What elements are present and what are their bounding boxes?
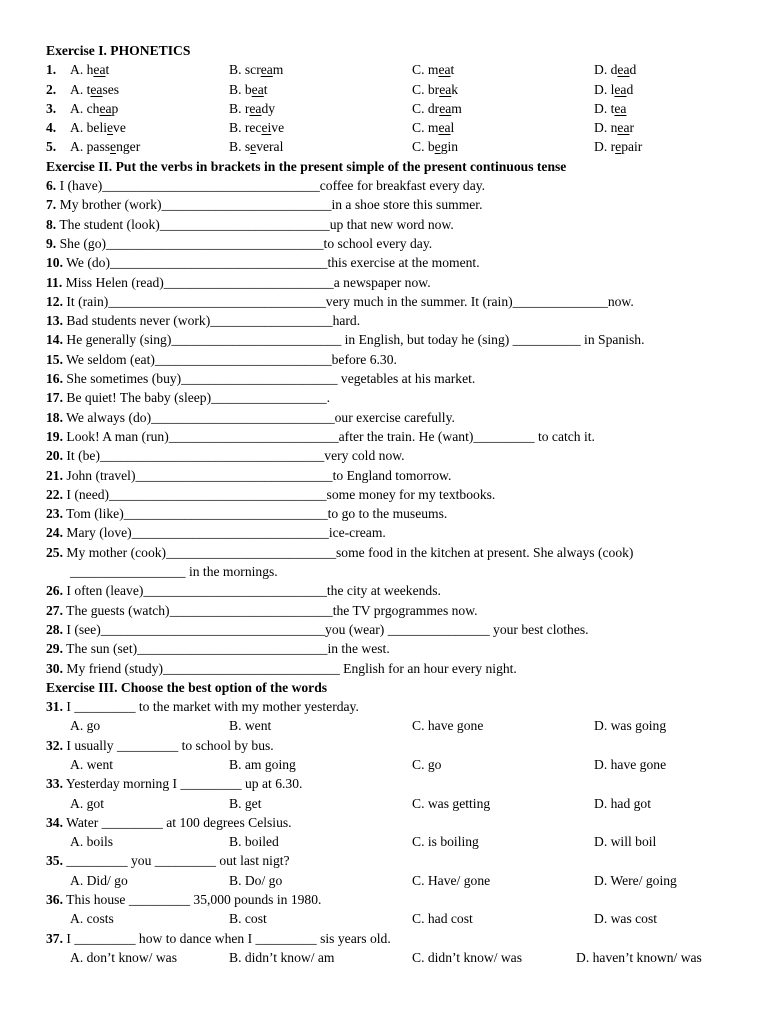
option-d[interactable]: D. have gone bbox=[594, 756, 667, 772]
choice-options bbox=[46, 948, 736, 967]
question-text: _________ you _________ out last nigt? bbox=[66, 853, 290, 869]
option-text-after: k bbox=[451, 81, 459, 97]
verb-question bbox=[46, 330, 736, 349]
option-text-before: D. t bbox=[594, 100, 615, 116]
question-text: Yesterday morning I _________ up at 6.30. bbox=[65, 776, 303, 792]
option-text-after: m bbox=[272, 62, 284, 78]
underlined-sound: ei bbox=[261, 120, 272, 136]
question-text: Mary (love)_____________________________ice-cream. bbox=[66, 525, 386, 541]
verb-question bbox=[46, 485, 736, 504]
option-text-before: D. n bbox=[594, 120, 618, 136]
question-number: 8. bbox=[46, 216, 57, 232]
choice-question bbox=[46, 697, 736, 716]
question-text: Bad students never (work)__________________hard. bbox=[66, 313, 361, 329]
question-number: 22. bbox=[46, 486, 63, 502]
option-text-before: A. t bbox=[70, 81, 91, 97]
option-text-after: pair bbox=[621, 139, 643, 155]
choice-options bbox=[46, 794, 736, 813]
choice-options bbox=[46, 832, 736, 851]
question-number: 28. bbox=[46, 621, 63, 637]
underlined-sound: ea bbox=[614, 100, 627, 116]
option-d[interactable] bbox=[594, 118, 634, 137]
verb-question bbox=[46, 195, 736, 214]
option-c[interactable] bbox=[412, 99, 462, 118]
underlined-sound: ea bbox=[99, 100, 112, 116]
underlined-sound: ea bbox=[251, 81, 264, 97]
question-number: 23. bbox=[46, 506, 63, 522]
verb-question bbox=[46, 446, 736, 465]
option-a[interactable]: A. don’t know/ was bbox=[70, 949, 177, 965]
option-b[interactable]: B. cost bbox=[229, 911, 267, 927]
option-text-before: A. ch bbox=[70, 100, 100, 116]
option-a[interactable]: A. boils bbox=[70, 834, 114, 850]
option-c[interactable]: C. Have/ gone bbox=[412, 872, 491, 888]
choice-options bbox=[46, 909, 736, 928]
verb-question bbox=[46, 601, 736, 620]
question-number: 19. bbox=[46, 428, 63, 444]
option-text-before: B. r bbox=[229, 100, 250, 116]
verb-question bbox=[46, 639, 736, 658]
question-number: 25. bbox=[46, 544, 63, 560]
question-number: 2. bbox=[46, 81, 57, 97]
question-number: 16. bbox=[46, 371, 63, 387]
question-number: 18. bbox=[46, 409, 63, 425]
option-a[interactable]: A. go bbox=[70, 718, 101, 734]
option-a[interactable]: A. got bbox=[70, 795, 104, 811]
question-number: 7. bbox=[46, 197, 57, 213]
option-text-before: D. r bbox=[594, 139, 616, 155]
question-text: Tom (like)______________________________to go to the museums. bbox=[66, 506, 448, 522]
question-number: 11. bbox=[46, 274, 63, 290]
verb-question bbox=[46, 523, 736, 542]
exercise-3-title: Exercise III. Choose the best option of the words bbox=[46, 679, 328, 695]
phonetics-question bbox=[46, 118, 736, 137]
question-number: 4. bbox=[46, 120, 57, 136]
question-text: My friend (study)__________________________ English for an hour every night. bbox=[66, 660, 517, 676]
underlined-sound: ea bbox=[93, 62, 106, 78]
question-text: I usually _________ to school by bus. bbox=[66, 737, 274, 753]
verb-question bbox=[46, 408, 736, 427]
question-number: 32. bbox=[46, 737, 63, 753]
option-a[interactable]: A. costs bbox=[70, 911, 114, 927]
question-text: My mother (cook)_________________________some food in the kitchen at present. She always (cook) bbox=[66, 544, 634, 560]
question-number: 26. bbox=[46, 583, 63, 599]
verb-question bbox=[46, 292, 736, 311]
option-d[interactable] bbox=[594, 99, 626, 118]
underlined-sound: e bbox=[110, 139, 117, 155]
question-text: This house _________ 35,000 pounds in 1980. bbox=[66, 892, 322, 908]
question-number: 9. bbox=[46, 235, 57, 251]
worksheet bbox=[46, 41, 736, 967]
option-b[interactable] bbox=[229, 137, 283, 156]
option-b[interactable]: B. Do/ go bbox=[229, 872, 283, 888]
verb-question bbox=[46, 273, 736, 292]
question-text: My brother (work)_________________________in a shoe store this summer. bbox=[59, 197, 483, 213]
underlined-sound: ea bbox=[249, 100, 262, 116]
option-a[interactable]: A. went bbox=[70, 756, 114, 772]
question-text: I _________ how to dance when I _________ sis years old. bbox=[66, 930, 391, 946]
question-text: The guests (watch)________________________the TV prgogrammes now. bbox=[66, 602, 478, 618]
underlined-sound: ea bbox=[614, 81, 627, 97]
option-text-before: A. h bbox=[70, 62, 94, 78]
underlined-sound: ea bbox=[439, 81, 452, 97]
option-d[interactable] bbox=[594, 80, 633, 99]
question-number: 6. bbox=[46, 178, 57, 194]
phonetics-question bbox=[46, 60, 736, 79]
question-text: I (need)________________________________some money for my textbooks. bbox=[66, 486, 496, 502]
verb-question bbox=[46, 176, 736, 195]
option-d[interactable]: D. had got bbox=[594, 795, 652, 811]
question-text: Water _________ at 100 degrees Celsius. bbox=[66, 814, 292, 830]
question-number: 27. bbox=[46, 602, 63, 618]
option-c[interactable]: C. had cost bbox=[412, 911, 473, 927]
choice-question bbox=[46, 813, 736, 832]
option-b[interactable]: B. went bbox=[229, 718, 272, 734]
option-text-before: D. l bbox=[594, 81, 615, 97]
question-number: 36. bbox=[46, 892, 63, 908]
option-a[interactable] bbox=[70, 60, 109, 79]
choice-options bbox=[46, 755, 736, 774]
option-c[interactable] bbox=[412, 118, 454, 137]
underlined-sound: e bbox=[250, 139, 257, 155]
question-text: I _________ to the market with my mother yesterday. bbox=[66, 699, 359, 715]
question-text: She sometimes (buy)_______________________ vegetables at his market. bbox=[66, 371, 476, 387]
option-text-after: ve bbox=[271, 120, 285, 136]
question-text: I (have)________________________________coffee for breakfast every day. bbox=[59, 178, 486, 194]
question-text: The student (look)_________________________up that new word now. bbox=[59, 216, 454, 232]
option-b[interactable] bbox=[229, 60, 283, 79]
question-number: 17. bbox=[46, 390, 63, 406]
option-a[interactable] bbox=[70, 99, 118, 118]
question-text: We seldom (eat)__________________________before 6.30. bbox=[66, 351, 397, 367]
question-number: 15. bbox=[46, 351, 63, 367]
question-number: 31. bbox=[46, 699, 63, 715]
question-text: We always (do)___________________________our exercise carefully. bbox=[66, 409, 455, 425]
option-text-after: d bbox=[629, 62, 637, 78]
underlined-sound: ea bbox=[617, 62, 630, 78]
exercise-2-title: Exercise II. Put the verbs in brackets in the present simple of the present continuous tense bbox=[46, 158, 567, 174]
option-d[interactable]: D. was cost bbox=[594, 911, 658, 927]
question-number: 29. bbox=[46, 641, 63, 657]
option-a[interactable] bbox=[70, 137, 140, 156]
option-d[interactable] bbox=[594, 60, 636, 79]
option-b[interactable]: B. didn’t know/ am bbox=[229, 949, 335, 965]
verb-question bbox=[46, 215, 736, 234]
question-text: She (go)________________________________to school every day. bbox=[59, 235, 433, 251]
option-text-after: gin bbox=[440, 139, 459, 155]
exercise-1-list bbox=[46, 60, 736, 156]
underlined-sound: ea bbox=[617, 120, 630, 136]
exercise-1-title: Exercise I. PHONETICS bbox=[46, 43, 191, 58]
option-c[interactable]: C. go bbox=[412, 756, 442, 772]
question-number: 33. bbox=[46, 776, 63, 792]
phonetics-question bbox=[46, 99, 736, 118]
question-number: 12. bbox=[46, 293, 63, 309]
question-text: It (be)_________________________________very cold now. bbox=[66, 448, 405, 464]
option-text-before: C. br bbox=[412, 81, 440, 97]
option-c[interactable]: C. was getting bbox=[412, 795, 491, 811]
option-text-before: A. beli bbox=[70, 120, 107, 136]
choice-question bbox=[46, 774, 736, 793]
question-number: 10. bbox=[46, 255, 63, 271]
underlined-sound: e bbox=[107, 120, 114, 136]
question-number: 34. bbox=[46, 814, 63, 830]
option-text-after: l bbox=[450, 120, 455, 136]
verb-question bbox=[46, 581, 736, 600]
option-b[interactable] bbox=[229, 118, 284, 137]
option-c[interactable] bbox=[412, 137, 458, 156]
exercise-3-list bbox=[46, 697, 736, 967]
underlined-sound: e bbox=[615, 139, 622, 155]
option-c[interactable] bbox=[412, 80, 458, 99]
option-text-after: nger bbox=[116, 139, 141, 155]
option-text-after: ve bbox=[113, 120, 126, 136]
verb-question bbox=[46, 659, 736, 678]
question-number: 30. bbox=[46, 660, 63, 676]
underlined-sound: ea bbox=[438, 120, 451, 136]
option-text-before: C. dr bbox=[412, 100, 440, 116]
option-d[interactable]: D. haven’t known/ was bbox=[576, 949, 702, 965]
option-d[interactable] bbox=[594, 137, 642, 156]
question-text: I often (leave)___________________________the city at weekends. bbox=[66, 583, 441, 599]
option-b[interactable] bbox=[229, 99, 275, 118]
option-text-before: B. rec bbox=[229, 120, 262, 136]
option-text-after: d bbox=[626, 81, 634, 97]
verb-question bbox=[46, 369, 736, 388]
option-a[interactable] bbox=[70, 118, 126, 137]
option-text-after: m bbox=[451, 100, 462, 116]
question-text: Be quiet! The baby (sleep)_________________. bbox=[66, 390, 331, 406]
option-b[interactable] bbox=[229, 80, 268, 99]
option-c[interactable]: C. have gone bbox=[412, 718, 484, 734]
underlined-sound: ea bbox=[260, 62, 273, 78]
option-text-after: t bbox=[263, 81, 268, 97]
choice-question bbox=[46, 929, 736, 948]
underlined-sound: ea bbox=[90, 81, 103, 97]
option-a[interactable] bbox=[70, 80, 119, 99]
option-text-before: B. b bbox=[229, 81, 252, 97]
question-number: 35. bbox=[46, 853, 63, 869]
question-text: John (travel)_____________________________to England tomorrow. bbox=[66, 467, 452, 483]
question-number: 21. bbox=[46, 467, 63, 483]
underlined-sound: ea bbox=[438, 62, 451, 78]
verb-question bbox=[46, 543, 736, 562]
option-text-after: ses bbox=[102, 81, 120, 97]
question-text: Miss Helen (read)_________________________a newspaper now. bbox=[65, 274, 431, 290]
option-text-after: r bbox=[629, 120, 635, 136]
choice-options bbox=[46, 871, 736, 890]
option-text-before: D. d bbox=[594, 62, 618, 78]
question-number: 5. bbox=[46, 139, 57, 155]
option-d[interactable]: D. was going bbox=[594, 718, 667, 734]
choice-question bbox=[46, 736, 736, 755]
question-number: 1. bbox=[46, 62, 57, 78]
verb-question bbox=[46, 253, 736, 272]
option-text-before: C. b bbox=[412, 139, 435, 155]
verb-question bbox=[46, 427, 736, 446]
option-c[interactable] bbox=[412, 60, 454, 79]
option-b[interactable]: B. am going bbox=[229, 756, 296, 772]
option-d[interactable]: D. will boil bbox=[594, 834, 657, 850]
verb-question bbox=[46, 311, 736, 330]
phonetics-question bbox=[46, 80, 736, 99]
choice-options bbox=[46, 716, 736, 735]
option-text-after: t bbox=[105, 62, 110, 78]
verb-question bbox=[46, 504, 736, 523]
option-text-after: dy bbox=[261, 100, 276, 116]
verb-question bbox=[46, 234, 736, 253]
option-text-before: C. m bbox=[412, 120, 439, 136]
exercise-2-list bbox=[46, 176, 736, 678]
option-d[interactable]: D. Were/ going bbox=[594, 872, 677, 888]
verb-question bbox=[46, 620, 736, 639]
option-b[interactable]: B. boiled bbox=[229, 834, 279, 850]
question-text: The sun (set)____________________________in the west. bbox=[66, 641, 390, 657]
phonetics-question bbox=[46, 137, 736, 156]
option-text-before: B. s bbox=[229, 139, 251, 155]
question-text: Look! A man (run)_________________________after the train. He (want)_________ to catch it. bbox=[66, 428, 595, 444]
verb-question bbox=[46, 466, 736, 485]
verb-question bbox=[46, 350, 736, 369]
question-number: 37. bbox=[46, 930, 63, 946]
option-b[interactable]: B. get bbox=[229, 795, 262, 811]
question-text: I (see)_________________________________you (wear) _______________ your best clothes. bbox=[66, 621, 589, 637]
question-text: We (do)________________________________this exercise at the moment. bbox=[66, 255, 480, 271]
option-a[interactable]: A. Did/ go bbox=[70, 872, 128, 888]
question-number: 20. bbox=[46, 448, 63, 464]
question-number: 14. bbox=[46, 332, 63, 348]
option-text-after: p bbox=[111, 100, 119, 116]
verb-question bbox=[46, 562, 736, 581]
option-c[interactable]: C. didn’t know/ was bbox=[412, 949, 523, 965]
question-text: _________________ in the mornings. bbox=[70, 564, 278, 580]
option-text-after: veral bbox=[256, 139, 284, 155]
option-text-before: B. scr bbox=[229, 62, 261, 78]
underlined-sound: ea bbox=[439, 100, 452, 116]
option-text-before: A. pass bbox=[70, 139, 111, 155]
option-text-before: C. m bbox=[412, 62, 439, 78]
question-number: 13. bbox=[46, 313, 63, 329]
option-text-after: t bbox=[450, 62, 455, 78]
underlined-sound: e bbox=[434, 139, 441, 155]
choice-question bbox=[46, 890, 736, 909]
question-text: It (rain)________________________________very much in the summer. It (rain)______________now. bbox=[66, 293, 634, 309]
verb-question bbox=[46, 388, 736, 407]
question-number: 24. bbox=[46, 525, 63, 541]
option-c[interactable]: C. is boiling bbox=[412, 834, 479, 850]
question-text: He generally (sing)_________________________ in English, but today he (sing) __________ in Spanish. bbox=[66, 332, 645, 348]
question-number: 3. bbox=[46, 100, 57, 116]
choice-question bbox=[46, 851, 736, 870]
